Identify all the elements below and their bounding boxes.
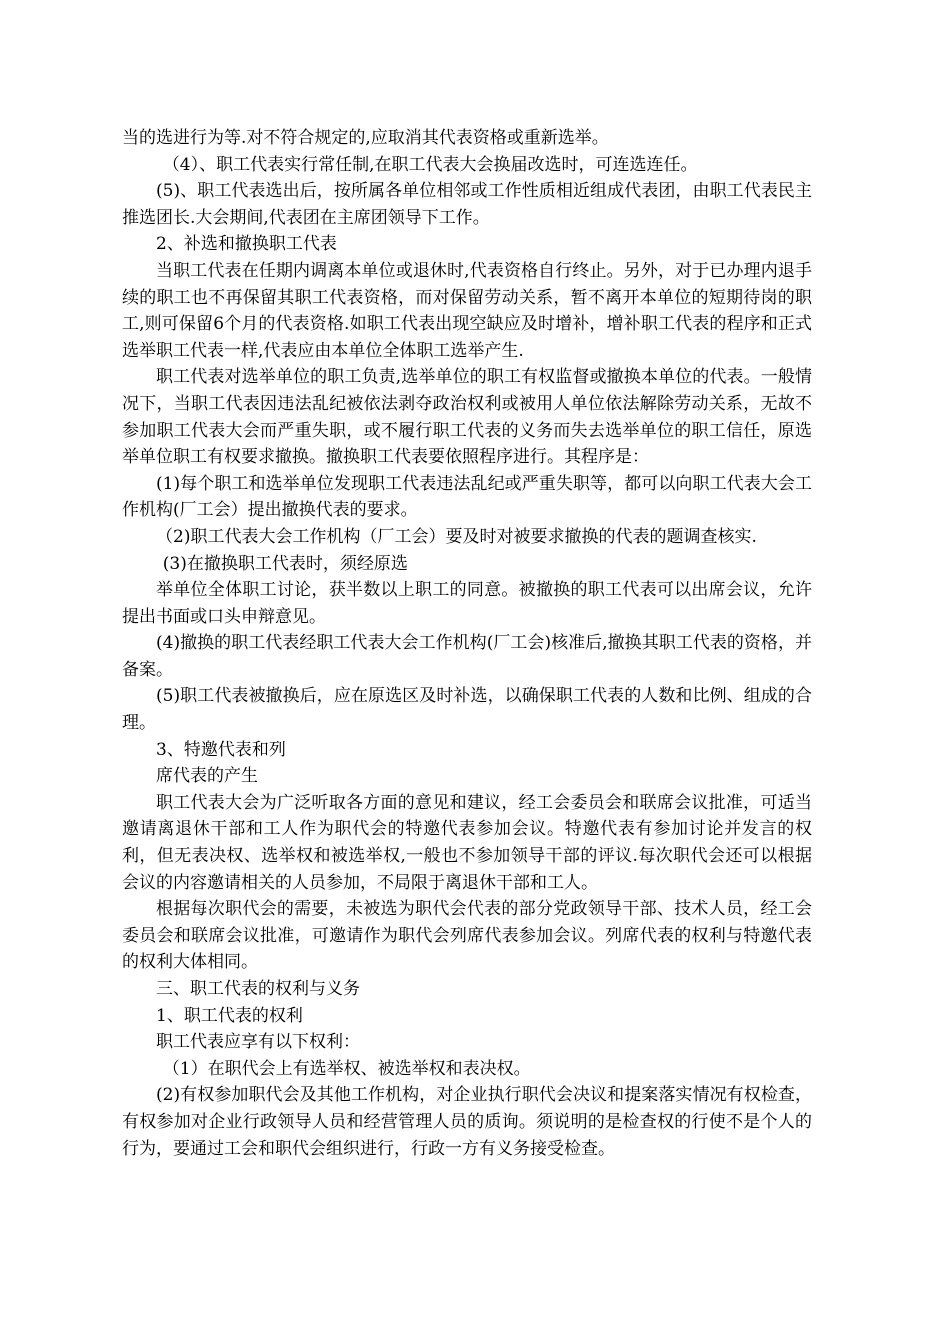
- paragraph: (3)在撤换职工代表时，须经原选: [162, 553, 408, 574]
- paragraph: 当职工代表在任期内调离本单位或退休时,代表资格自行终止。另外，对于已办理内退手续的职工也不再保留其职工代表资格，而对保留劳动关系，暂不离开本单位的短期待岗的职工,则可保留6个月的代表资格.如职工代表出现空缺应及时增补，增补职工代表的程序和正式选举职工代表一样,代表应由本单位全体职工选举产生.: [122, 260, 812, 361]
- section-heading: 1、职工代表的权利: [156, 1005, 303, 1026]
- paragraph: 举单位全体职工讨论，获半数以上职工的同意。被撤换的职工代表可以出席会议，允许提出书面或口头申辩意见。: [122, 580, 812, 627]
- paragraph: （4）、职工代表实行常任制,在职工代表大会换届改选时，可连选连任。: [162, 154, 698, 175]
- document-body: [122, 125, 812, 1162]
- section-heading: 席代表的产生: [156, 766, 258, 787]
- paragraph: （2)职工代表大会工作机构（厂工会）要及时对被要求撤换的代表的题调查核实.: [156, 526, 757, 547]
- paragraph: 当的选进行为等.对不符合规定的,应取消其代表资格或重新选举。: [122, 128, 609, 148]
- section-heading: 三、职工代表的权利与义务: [156, 979, 360, 999]
- paragraph: 根据每次职代会的需要，未被选为职代会代表的部分党政领导干部、技术人员，经工会委员会和联席会议批准，可邀请作为职代会列席代表参加会议。列席代表的权利与特邀代表的权利大体相同。: [122, 899, 812, 973]
- paragraph: (1)每个职工和选举单位发现职工代表违法乱纪或严重失职等，都可以向职工代表大会工作机构(厂工会）提出撤换代表的要求。: [122, 473, 812, 521]
- paragraph: (2)有权参加职代会及其他工作机构，对企业执行职代会决议和提案落实情况有权检查，有权参加对企业行政领导人员和经营管理人员的质询。须说明的是检查权的行使不是个人的行为，要通过工会和职代会组织进行，行政一方有义务接受检查。: [122, 1085, 812, 1159]
- paragraph: 职工代表大会为广泛听取各方面的意见和建议，经工会委员会和联席会议批准，可适当邀请离退休干部和工人作为职代会的特邀代表参加会议。特邀代表有参加讨论并发言的权利，但无表决权、选举权和被选举权,一般也不参加领导干部的评议.每次职代会还可以根据会议的内容邀请相关的人员参加，不局限于离退休干部和工人。: [122, 792, 812, 893]
- paragraph: (5)职工代表被撤换后，应在原选区及时补选，以确保职工代表的人数和比例、组成的合理。: [122, 686, 812, 734]
- paragraph: 职工代表对选举单位的职工负责,选举单位的职工有权监督或撤换本单位的代表。一般情况下，当职工代表因违法乱纪被依法剥夺政治权利或被用人单位依法解除劳动关系，无故不参加职工代表大会而严重失职，或不履行职工代表的义务而失去选举单位的职工信任，原选举单位职工有权要求撤换。撤换职工代表要依照程序进行。其程序是：: [122, 367, 812, 468]
- paragraph: (4)撤换的职工代表经职工代表大会工作机构(厂工会)核准后,撤换其职工代表的资格，并备案。: [122, 633, 812, 680]
- section-heading: 3、特邀代表和列: [156, 739, 286, 760]
- paragraph: (5)、职工代表选出后，按所属各单位相邻或工作性质相近组成代表团，由职工代表民主推选团长.大会期间,代表团在主席团领导下工作。: [122, 181, 812, 228]
- paragraph: 职工代表应享有以下权利：: [156, 1032, 360, 1053]
- paragraph: （1）在职代会上有选举权、被选举权和表决权。: [162, 1058, 531, 1079]
- section-heading: 2、补选和撤换职工代表: [156, 234, 337, 255]
